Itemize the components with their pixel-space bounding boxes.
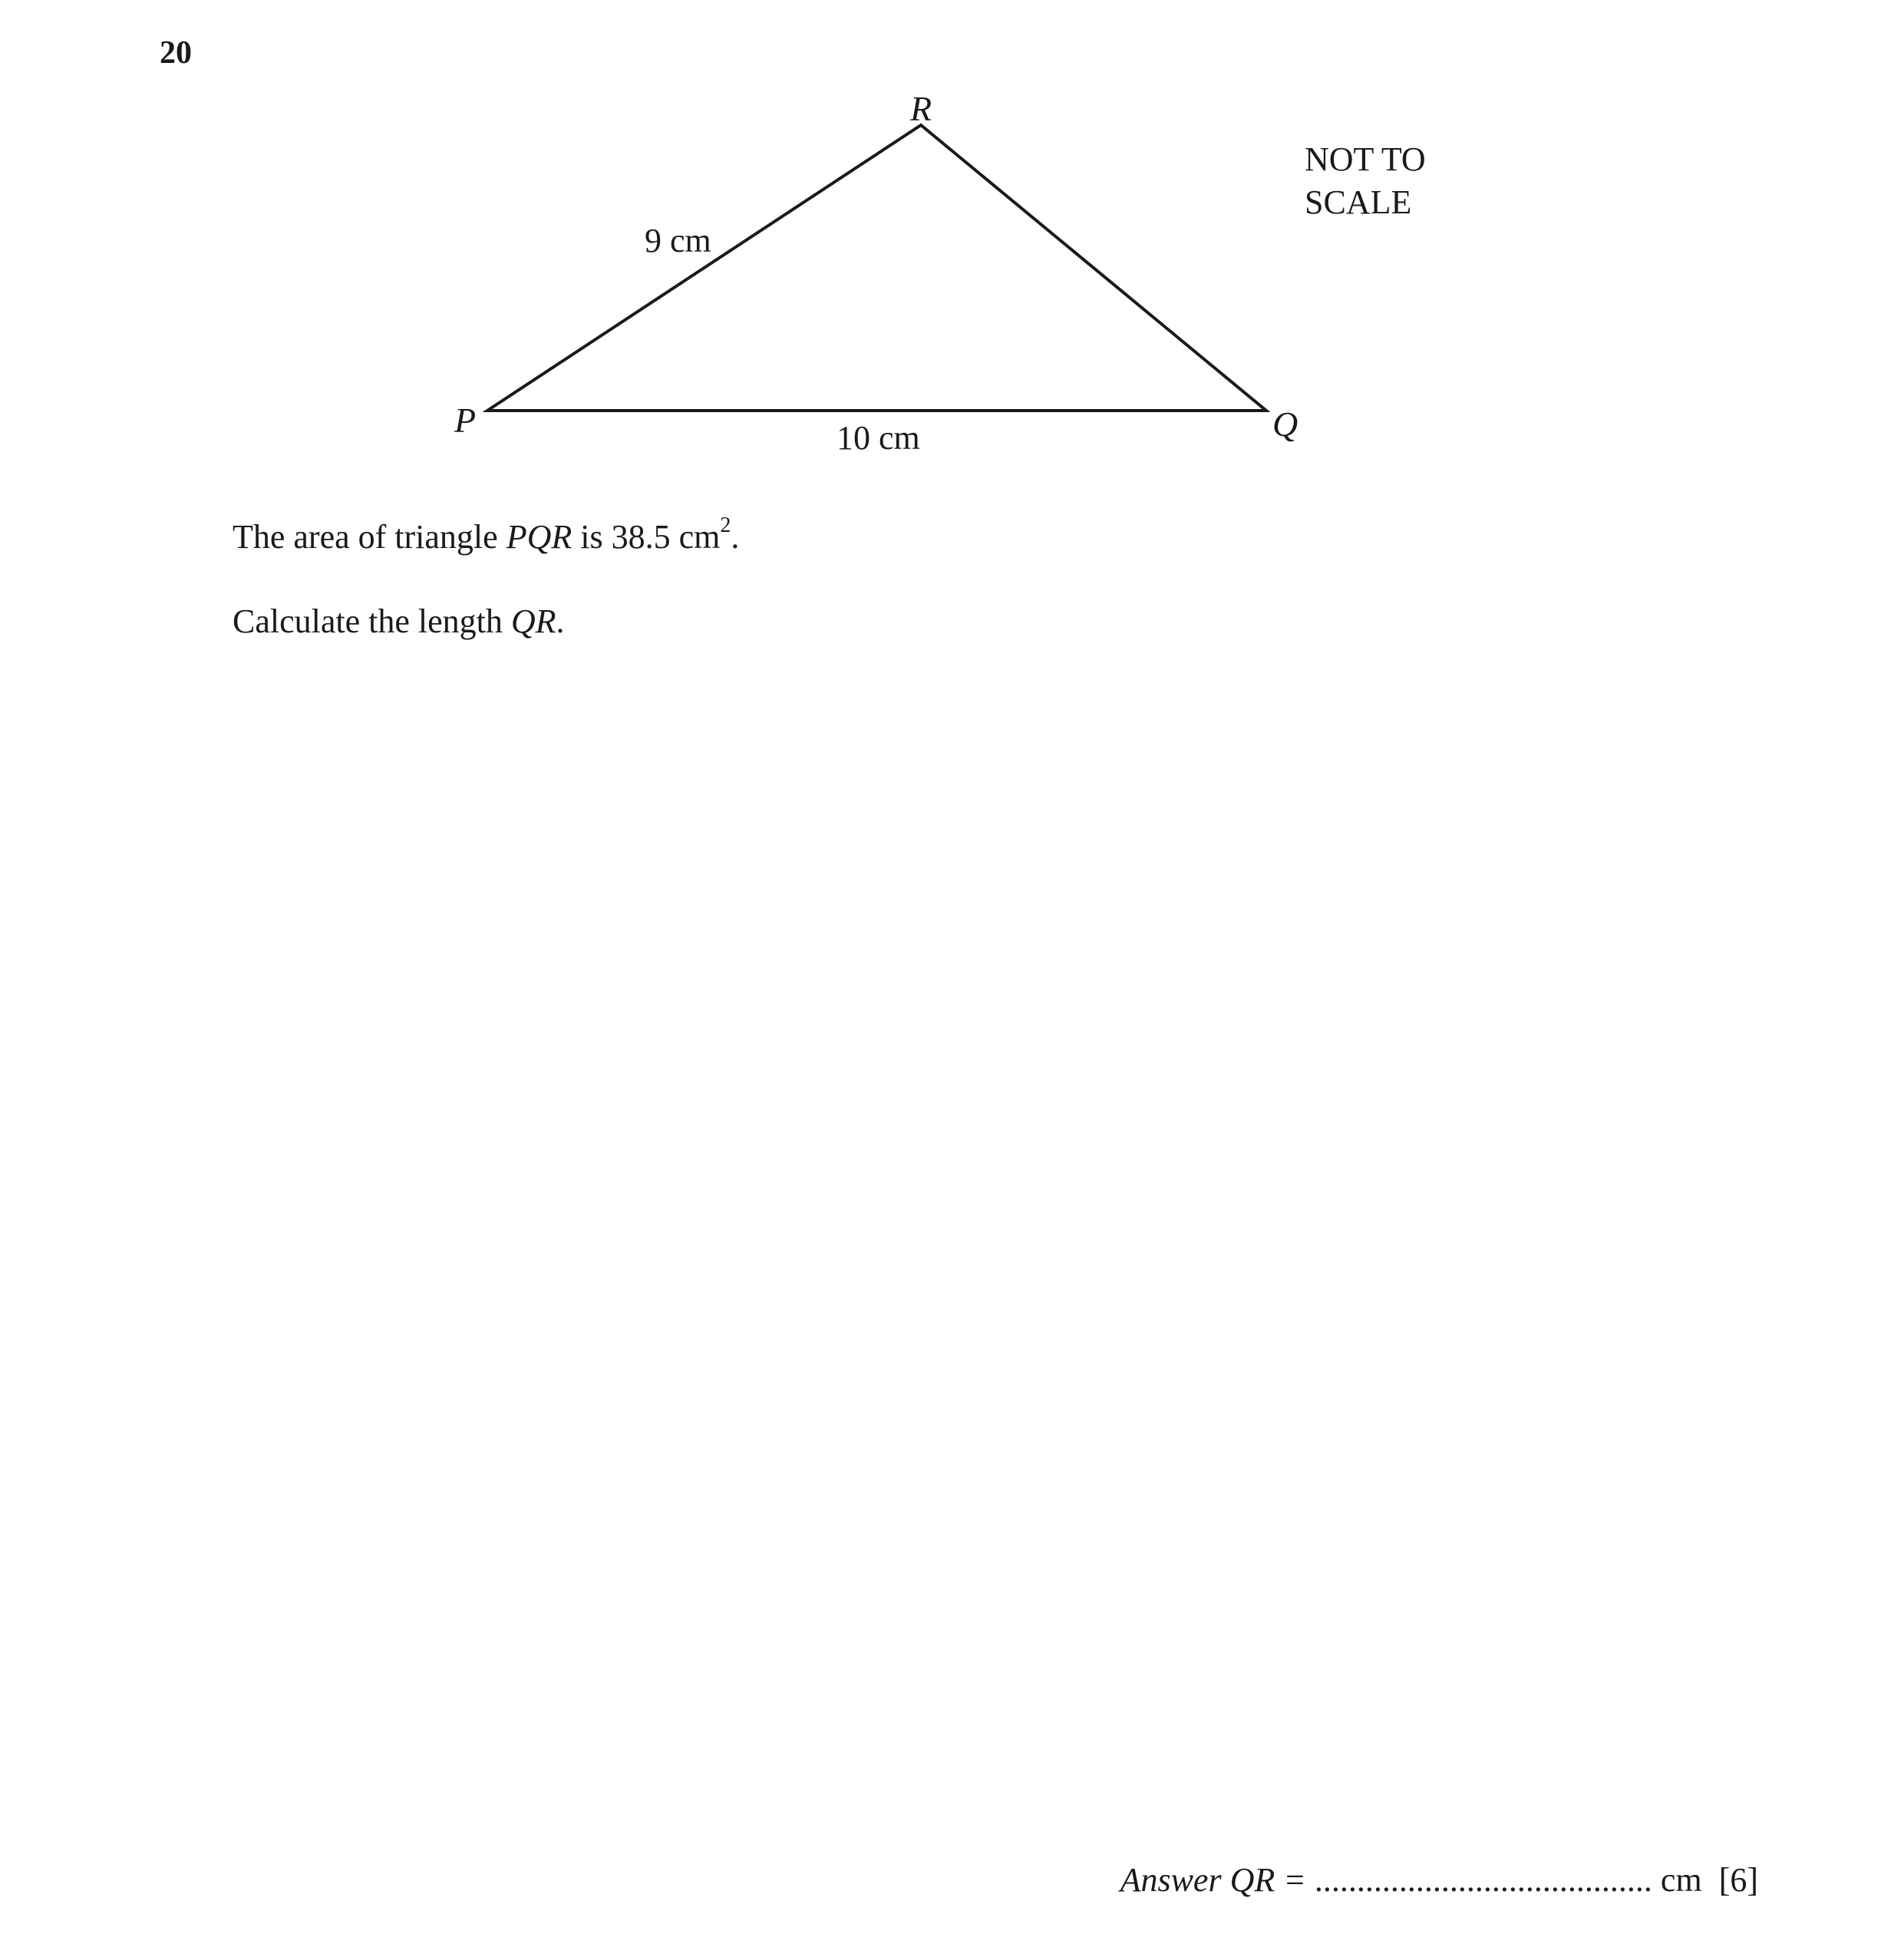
triangle-name: PQR <box>506 518 573 556</box>
triangle-diagram <box>0 0 1904 491</box>
vertex-label-p: P <box>454 401 477 440</box>
area-statement-end: . <box>731 518 740 556</box>
not-to-scale-note <box>1305 138 1426 224</box>
instruction <box>233 602 565 642</box>
answer-unit: cm <box>1660 1861 1702 1899</box>
not-to-scale-line-2: SCALE <box>1305 183 1412 221</box>
instruction-text: Calculate the length <box>233 602 511 640</box>
area-unit-exponent: 2 <box>720 513 731 537</box>
side-name: QR <box>510 602 556 640</box>
triangle-pqr <box>487 125 1266 411</box>
area-value: is 38.5 cm <box>572 518 721 556</box>
vertex-label-q: Q <box>1272 404 1298 444</box>
side-label-pr: 9 cm <box>645 222 711 259</box>
side-label-pq: 10 cm <box>837 419 920 457</box>
area-statement-text: The area of triangle <box>233 518 507 556</box>
answer-blank[interactable]: ........................................ <box>1314 1861 1652 1899</box>
vertex-label-r: R <box>910 89 932 128</box>
marks-badge: [6] <box>1718 1861 1758 1899</box>
area-statement <box>233 513 740 558</box>
answer-label: Answer QR = <box>1120 1861 1306 1899</box>
answer-line <box>1120 1860 1758 1901</box>
instruction-end: . <box>556 602 565 640</box>
question-number: 20 <box>160 35 192 71</box>
not-to-scale-line-1: NOT TO <box>1305 140 1426 178</box>
